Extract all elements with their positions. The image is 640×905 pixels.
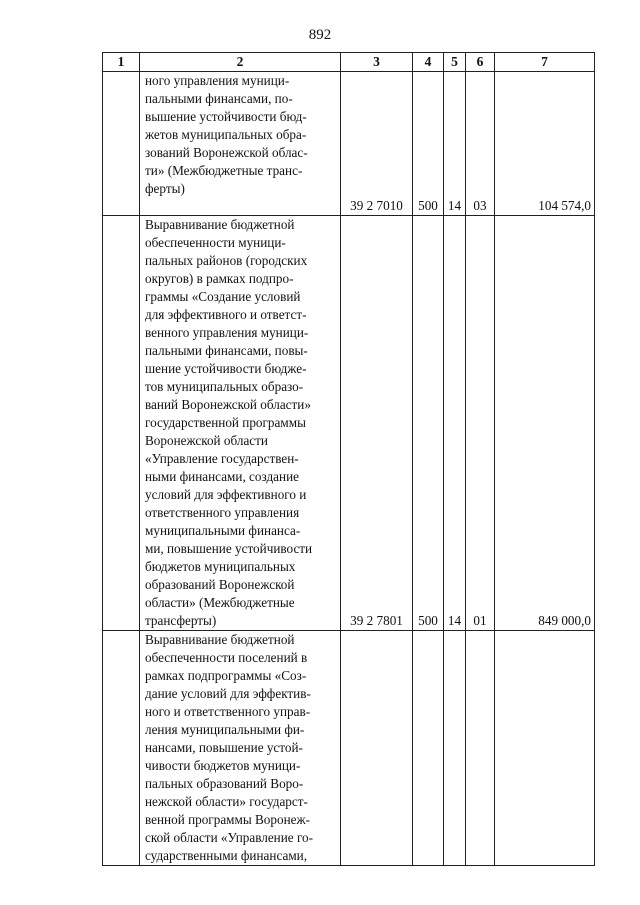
column-header: 3 (341, 53, 413, 72)
row-col6: 03 (466, 72, 495, 216)
column-header: 6 (466, 53, 495, 72)
row-amount: 104 574,0 (495, 72, 595, 216)
row-description: Выравнивание бюджетной обеспеченности поселений в рамках подпрограммы «Соз- дание условий для эффектив- ного и ответственного управ- ления муниципальными фи- нансами, повышение устой- чивости бюджетов муници- пальных образований Воро- нежской области» государст- венной программы Воронеж- ской области «Управление го- сударственными финансами, (140, 631, 341, 866)
table-row (103, 72, 595, 216)
table-row (103, 631, 595, 866)
table-row (103, 216, 595, 631)
row-code: 39 2 7010 (341, 72, 413, 216)
row-col6 (466, 631, 495, 866)
column-header: 4 (413, 53, 444, 72)
row-col6: 01 (466, 216, 495, 631)
page-number: 892 (308, 27, 332, 43)
row-index-cell (103, 72, 140, 216)
table-header-row (103, 53, 595, 72)
row-col5 (444, 631, 466, 866)
row-col5: 14 (444, 72, 466, 216)
row-amount: 849 000,0 (495, 216, 595, 631)
row-amount (495, 631, 595, 866)
row-code: 39 2 7801 (341, 216, 413, 631)
row-col4: 500 (413, 216, 444, 631)
column-header: 1 (103, 53, 140, 72)
row-col4 (413, 631, 444, 866)
budget-table (102, 52, 595, 866)
row-description: ного управления муници- пальными финансами, по- вышение устойчивости бюд- жетов муниципальных обра- зований Воронежской облас- ти» (Межбюджетные транс- ферты) (140, 72, 341, 216)
column-header: 5 (444, 53, 466, 72)
row-col5: 14 (444, 216, 466, 631)
row-description: Выравнивание бюджетной обеспеченности муници- пальных районов (городских округов) в рамках подпро- граммы «Создание условий для эффективного и ответст- венного управления муници- пальными финансами, повы- шение устойчивости бюдже- тов муниципальных образо- ваний Воронежской области» государственной программы Воронежской области «Управление государствен- ными финансами, создание условий для эффективного и ответственного управления муниципальными финанса- ми, повышение устойчивости бюджетов муниципальных образований Воронежской области» (Межбюджетные трансферты) (140, 216, 341, 631)
row-index-cell (103, 631, 140, 866)
column-header: 7 (495, 53, 595, 72)
column-header: 2 (140, 53, 341, 72)
row-index-cell (103, 216, 140, 631)
row-code (341, 631, 413, 866)
row-col4: 500 (413, 72, 444, 216)
